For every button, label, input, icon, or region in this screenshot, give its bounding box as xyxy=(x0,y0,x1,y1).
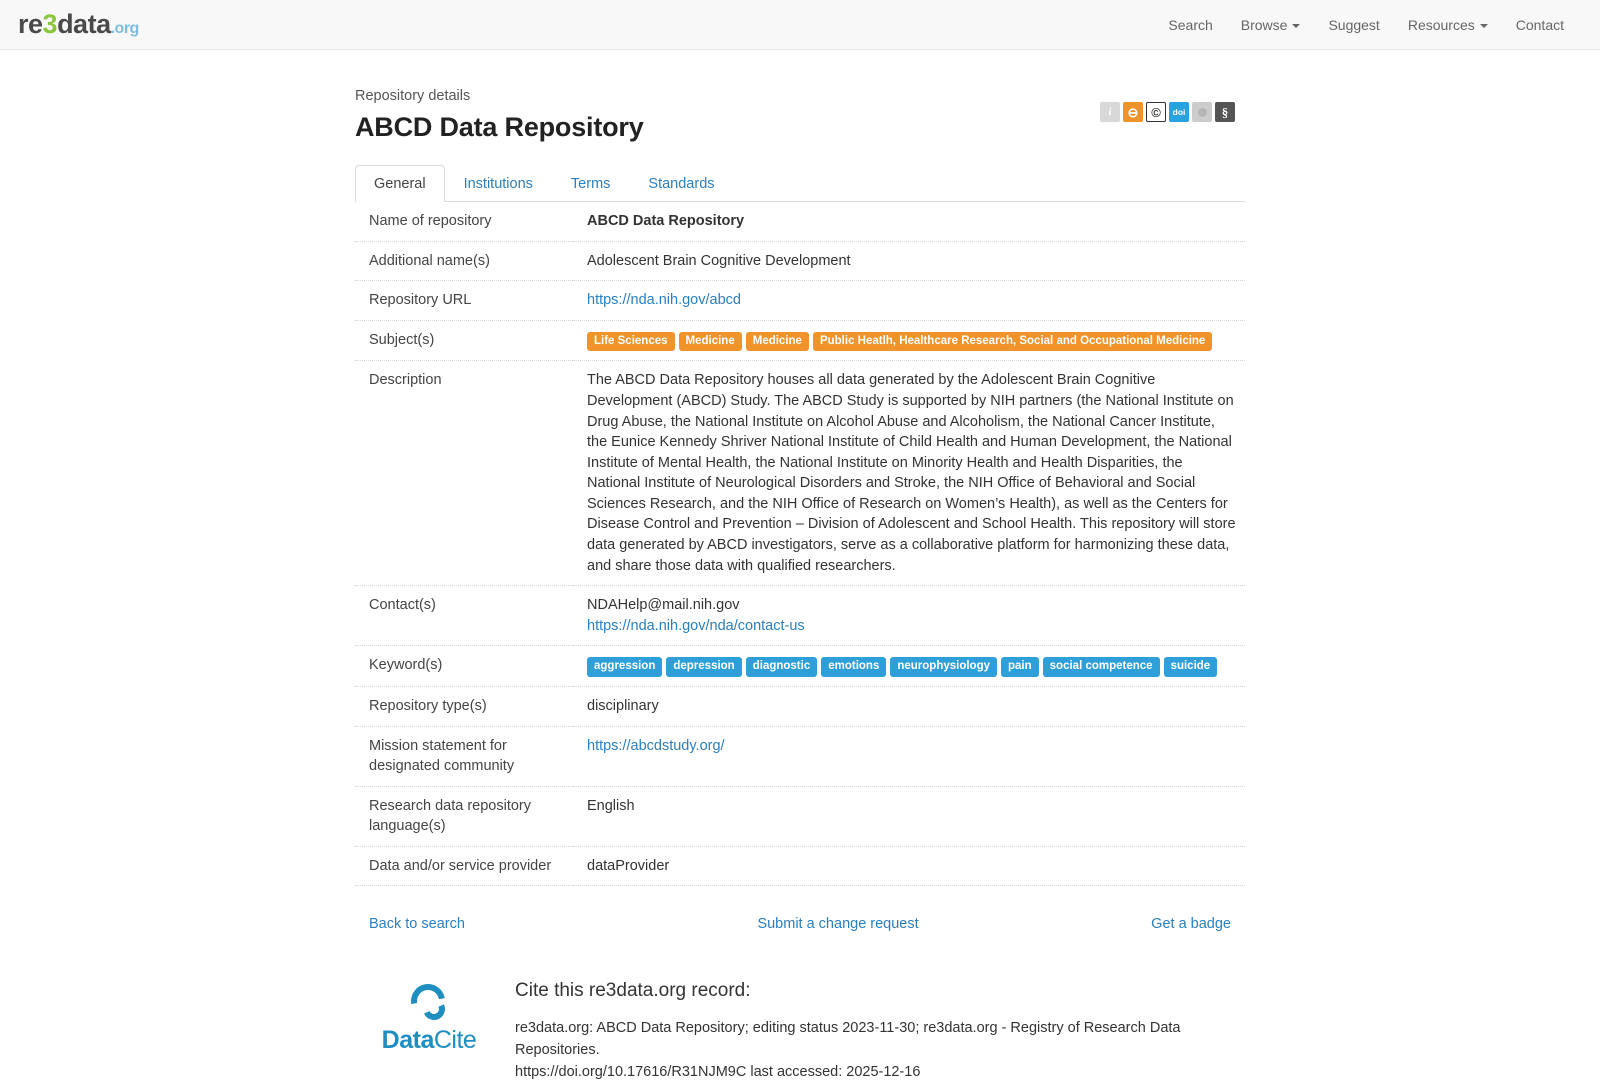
keyword-chip[interactable]: suicide xyxy=(1164,657,1218,677)
datacite-mark-icon xyxy=(403,982,455,1022)
row-label-mission-statement: Mission statement for designated community xyxy=(369,737,515,775)
logo-text-data: data xyxy=(57,9,111,39)
nav-label: Suggest xyxy=(1328,16,1380,33)
nav-item-suggest[interactable] xyxy=(1314,1,1393,49)
icon-glyph: § xyxy=(1221,104,1229,120)
certificate-icon[interactable] xyxy=(1192,102,1212,122)
details-table xyxy=(355,202,1245,886)
table-row xyxy=(355,646,1245,687)
keyword-chip[interactable]: emotions xyxy=(821,657,886,677)
chevron-down-icon xyxy=(1292,24,1300,28)
nav-item-search[interactable] xyxy=(1154,1,1226,49)
keyword-chip[interactable]: depression xyxy=(666,657,741,677)
logo-text-org: .org xyxy=(110,20,139,37)
icon-glyph: © xyxy=(1151,104,1161,120)
row-label-name: Name of repository xyxy=(369,213,492,229)
row-value-repository-url xyxy=(573,281,1245,321)
creative-commons-icon[interactable] xyxy=(1146,102,1166,122)
table-row xyxy=(355,726,1245,786)
keyword-chip[interactable]: social competence xyxy=(1043,657,1160,677)
site-header xyxy=(0,0,1600,50)
keyword-chip[interactable]: aggression xyxy=(587,657,662,677)
row-value-mission-statement xyxy=(573,726,1245,786)
citation-title: Cite this re3data.org record: xyxy=(515,980,751,1002)
row-label-repository-url: Repository URL xyxy=(369,292,472,309)
nav-label: Resources xyxy=(1407,16,1475,33)
row-value-repository-type: disciplinary xyxy=(587,697,659,714)
policy-paragraph-icon[interactable] xyxy=(1215,102,1235,122)
keyword-chip[interactable]: neurophysiology xyxy=(890,657,997,677)
submit-change-request-link[interactable]: Submit a change request xyxy=(757,916,919,933)
row-label-contacts: Contact(s) xyxy=(369,597,436,614)
back-to-search-link[interactable]: Back to search xyxy=(369,916,465,933)
mission-statement-link[interactable]: https://abcdstudy.org/ xyxy=(587,737,725,754)
row-label-subjects: Subject(s) xyxy=(369,331,435,348)
nav-label: Contact xyxy=(1515,16,1564,33)
citation-block xyxy=(355,976,1245,1083)
tab-bar xyxy=(355,165,1245,202)
subject-chip[interactable]: Life Sciences xyxy=(587,332,675,352)
nav-label: Search xyxy=(1168,16,1213,33)
row-value-contacts xyxy=(573,586,1245,646)
open-access-icon[interactable] xyxy=(1123,102,1143,122)
main-navigation xyxy=(1154,1,1578,49)
keyword-chip[interactable]: diagnostic xyxy=(746,657,818,677)
citation-line-1: re3data.org: ABCD Data Repository; editing status 2023-11-30; re3data.org - Registry of Research Data Repositories. xyxy=(515,1020,1181,1059)
contact-url-link[interactable]: https://nda.nih.gov/nda/contact-us xyxy=(587,617,805,634)
row-label-description: Description xyxy=(369,372,442,389)
icon-glyph: i xyxy=(1108,105,1112,118)
nav-item-contact[interactable] xyxy=(1502,1,1578,49)
table-row xyxy=(355,241,1245,281)
row-value-provider: dataProvider xyxy=(587,857,670,874)
nav-label: Browse xyxy=(1240,16,1288,33)
tab-institutions[interactable]: Institutions xyxy=(463,176,533,192)
row-value-additional-names: Adolescent Brain Cognitive Development xyxy=(587,252,851,269)
logo-text-re: re xyxy=(18,9,43,39)
table-row xyxy=(355,846,1245,886)
table-row xyxy=(355,281,1245,321)
action-links-row xyxy=(355,916,1245,932)
table-row xyxy=(355,202,1245,241)
chevron-down-icon xyxy=(1480,24,1488,28)
datacite-word-data: Data xyxy=(381,1026,434,1055)
page-container xyxy=(0,50,1600,1084)
doi-icon[interactable] xyxy=(1169,102,1189,122)
badge-icon-strip xyxy=(1100,102,1235,122)
breadcrumb: Repository details xyxy=(355,88,471,104)
repository-details-panel xyxy=(355,50,1245,1084)
page-title: ABCD Data Repository xyxy=(355,112,644,142)
row-value-subjects xyxy=(573,320,1245,361)
dot-shape xyxy=(1198,108,1207,117)
nav-item-browse[interactable] xyxy=(1227,1,1315,49)
table-row xyxy=(355,586,1245,646)
logo-text-three: 3 xyxy=(42,9,58,39)
tab-standards[interactable]: Standards xyxy=(648,176,715,192)
info-icon[interactable] xyxy=(1100,102,1120,122)
citation-line-2: https://doi.org/10.17616/R31NJM9C last accessed: 2025-12-16 xyxy=(515,1063,921,1080)
contact-email: NDAHelp@mail.nih.gov xyxy=(587,597,740,614)
row-label-additional-names: Additional name(s) xyxy=(369,252,490,269)
keyword-chip-list xyxy=(587,655,1239,677)
nav-item-resources[interactable] xyxy=(1394,1,1502,49)
datacite-wordmark xyxy=(369,1026,489,1055)
subject-chip-list xyxy=(587,330,1239,352)
row-value-keywords xyxy=(573,646,1245,687)
table-row xyxy=(355,786,1245,846)
repository-url-link[interactable]: https://nda.nih.gov/abcd xyxy=(587,292,741,309)
site-logo[interactable] xyxy=(18,11,139,38)
datacite-logo xyxy=(369,976,489,1055)
table-row xyxy=(355,686,1245,726)
table-row xyxy=(355,361,1245,586)
subject-chip[interactable]: Medicine xyxy=(746,332,809,352)
row-value-description: The ABCD Data Repository houses all data generated by the Adolescent Brain Cognitive Development (ABCD) Study. The ABCD Study is supported by NIH partners (the National Institute on Drug Abuse, the National Institute on Alcohol Abuse and Alcoholism, the National Cancer Institute, the Eunice Kennedy Shriver National Institute of Child Health and Human Development, the National Institute of Mental Health, the National Institute on Minority Health and Health Disparities, the National Institute of Neurological Disorders and Stroke, the NIH Office of Behavioral and Social Sciences Research, and the NIH Office of Research on Women’s Health), as well as the Centers for Disease Control and Prevention – Division of Adolescent and School Health. This repository will store data generated by ABCD investigators, serve as a collaborative platform for harmonizing these data, and share those data with qualified researchers. xyxy=(587,372,1236,574)
icon-glyph: doi xyxy=(1172,106,1186,117)
row-value-language: English xyxy=(587,797,635,814)
tab-terms[interactable]: Terms xyxy=(570,176,611,192)
icon-glyph: ⊖ xyxy=(1127,104,1139,120)
citation-body xyxy=(515,976,1231,1083)
row-label-language: Research data repository language(s) xyxy=(369,797,531,835)
keyword-chip[interactable]: pain xyxy=(1001,657,1039,677)
row-value-name: ABCD Data Repository xyxy=(587,213,745,229)
tab-general[interactable]: General xyxy=(355,165,445,202)
subject-chip[interactable]: Public Heatlh, Healthcare Research, Social and Occupational Medicine xyxy=(813,332,1212,352)
table-row xyxy=(355,320,1245,361)
row-label-provider: Data and/or service provider xyxy=(369,857,552,874)
row-label-keywords: Keyword(s) xyxy=(369,657,443,674)
datacite-word-cite: Cite xyxy=(433,1026,477,1055)
row-label-repository-type: Repository type(s) xyxy=(369,697,487,714)
subject-chip[interactable]: Medicine xyxy=(679,332,742,352)
get-a-badge-link[interactable]: Get a badge xyxy=(1151,916,1231,933)
